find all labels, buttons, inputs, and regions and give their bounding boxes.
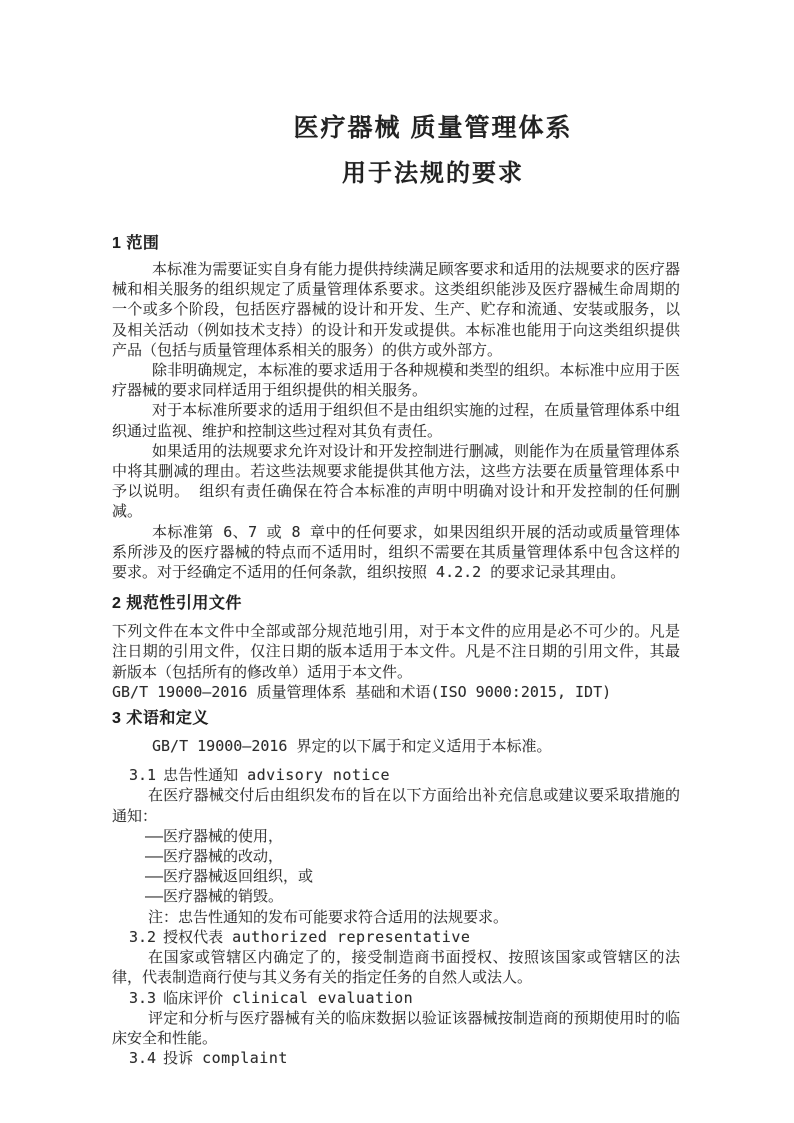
terms-intro: GB/T 19000—2016 界定的以下属于和定义适用于本标准。 (152, 737, 552, 756)
term-item-complaint (112, 1048, 680, 1068)
document-title: 医疗器械 质量管理体系 (293, 114, 573, 142)
dash-list-item: ——医疗器械返回组织，或 (145, 867, 314, 886)
section-heading-normative-references: 2 规范性引用文件 (112, 595, 242, 613)
scope-paragraph-1: 本标准为需要证实自身有能力提供持续满足顾客要求和适用的法规要求的医疗器械和相关服务的组织规定了质量管理体系要求。这类组织能涉及医疗器械生命周期的一个或多个阶段，包括医疗器械的设计和开发、生产、贮存和流通、安装或服务，以及相关活动（例如技术支持）的设计和开发或提供。本标准也能用于向这类组织提供产品（包括与质量管理体系相关的服务）的供方或外部方。 (112, 260, 680, 359)
scope-paragraph-4: 如果适用的法规要求允许对设计和开发控制进行删减，则能作为在质量管理体系中将其删减的理由。若这些法规要求能提供其他方法，这些方法要在质量管理体系中予以说明。 组织有责任确保在符合本标准的声明中明确对设计和开发控制的任何删减。 (112, 441, 680, 521)
term-note: 注：忠告性通知的发布可能要求符合适用的法规要求。 (148, 907, 509, 926)
term-number: 3.1 (129, 766, 157, 785)
term-name-en: complaint (202, 1049, 288, 1068)
term-heading (129, 988, 680, 1008)
scope-paragraph-3: 对于本标准所要求的适用于组织但不是由组织实施的过程，在质量管理体系中组织通过监视、维护和控制这些过程对其负有责任。 (112, 401, 680, 440)
term-name-zh: 授权代表 (163, 927, 224, 946)
term-definition: 在国家或管辖区内确定了的，接受制造商书面授权、按照该国家或管辖区的法律，代表制造商行使与其义务有关的指定任务的自然人或法人。 (112, 948, 680, 987)
term-number: 3.4 (129, 1049, 157, 1068)
title-block (112, 0, 680, 190)
term-item-clinical-evaluation (112, 988, 680, 1049)
term-definition: 评定和分析与医疗器械有关的临床数据以验证该器械按制造商的预期使用时的临床安全和性能。 (112, 1008, 680, 1047)
term-heading (129, 1048, 680, 1068)
dash-list-item: ——医疗器械的销毁。 (145, 887, 284, 906)
dash-list-item: ——医疗器械的使用， (145, 826, 284, 845)
term-heading (129, 765, 680, 785)
term-number: 3.2 (129, 927, 157, 946)
term-name-en: clinical evaluation (232, 988, 414, 1007)
term-name-zh: 投诉 (163, 1049, 194, 1068)
term-item-authorized-representative (112, 927, 680, 988)
term-name-zh: 忠告性通知 (163, 766, 239, 785)
term-name-en: advisory notice (247, 766, 391, 785)
scope-paragraph-2: 除非明确规定，本标准的要求适用于各种规模和类型的组织。本标准中应用于医疗器械的要求同样适用于组织提供的相关服务。 (112, 361, 680, 400)
document-subtitle: 用于法规的要求 (342, 160, 524, 187)
term-name-zh: 临床评价 (163, 988, 224, 1007)
term-definition: 在医疗器械交付后由组织发布的旨在以下方面给出补充信息或建议要采取措施的通知： (112, 786, 680, 825)
term-number: 3.3 (129, 988, 157, 1007)
term-name-en: authorized representative (232, 927, 471, 946)
term-item-advisory-notice (112, 765, 680, 927)
terms-list (112, 765, 680, 1068)
section-heading-scope: 1 范围 (112, 235, 160, 252)
dash-list-item: ——医疗器械的改动， (145, 847, 284, 866)
document-body (112, 0, 680, 1068)
term-heading (129, 927, 680, 947)
normative-references-paragraph: 下列文件在本文件中全部或部分规范地引用，对于本文件的应用是必不可少的。凡是注日期的引用文件，仅注日期的版本适用于本文件。凡是不注日期的引用文件，其最新版本（包括所有的修改单）适用于本文件。 (112, 622, 680, 681)
section-heading-terms: 3 术语和定义 (112, 710, 209, 728)
scope-paragraph-5: 本标准第 6、7 或 8 章中的任何要求，如果因组织开展的活动或质量管理体系所涉及的医疗器械的特点而不适用时，组织不需要在其质量管理体系中包含这样的要求。对于经确定不适用的任何条款，组织按照 4.2.2 的要求记录其理由。 (112, 522, 680, 582)
reference-entry: GB/T 19000—2016 质量管理体系 基础和术语(ISO 9000:2015, IDT) (112, 682, 612, 701)
